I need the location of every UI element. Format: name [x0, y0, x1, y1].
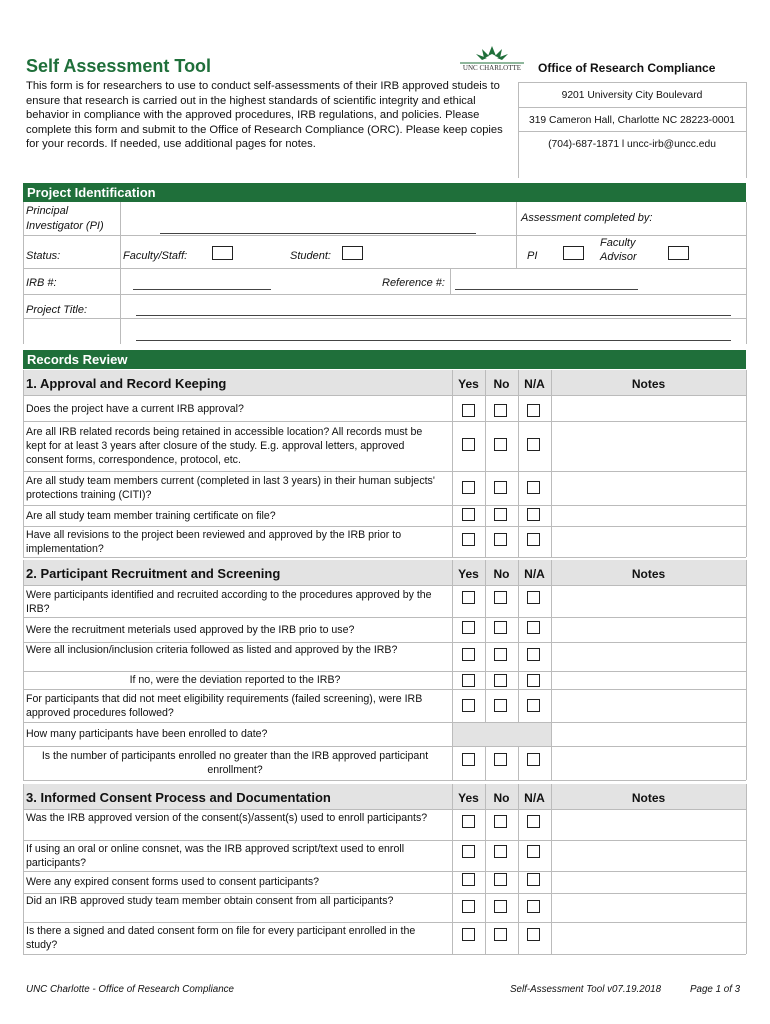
section-2-yes-checkbox[interactable]	[462, 591, 475, 604]
section-2-question: If no, were the deviation reported to the IRB?	[129, 674, 341, 686]
student-checkbox[interactable]	[342, 246, 363, 260]
notes-cell[interactable]	[552, 811, 745, 839]
section-2-yes-checkbox[interactable]	[462, 753, 475, 766]
section-1-yes-checkbox[interactable]	[462, 533, 475, 546]
section-3-question: Did an IRB approved study team member obtain consent from all participants?	[26, 895, 394, 907]
column-divider	[485, 560, 486, 780]
section-3-yes-checkbox[interactable]	[462, 845, 475, 858]
column-divider	[518, 560, 519, 780]
notes-cell[interactable]	[552, 690, 745, 721]
column-divider	[746, 784, 747, 954]
section-3-no-checkbox[interactable]	[494, 873, 507, 886]
records-review-header: Records Review	[23, 350, 746, 369]
col-yes-header: Yes	[458, 377, 479, 391]
section-3-yes-checkbox[interactable]	[462, 928, 475, 941]
col-yes-header: Yes	[458, 791, 479, 805]
section-3-no-checkbox[interactable]	[494, 815, 507, 828]
section-2-question: How many participants have been enrolled to date?	[26, 728, 268, 740]
completed-by-pi-checkbox[interactable]	[563, 246, 584, 260]
footer-page-number: Page 1 of 3	[690, 984, 741, 995]
row-divider	[23, 809, 746, 810]
faculty-staff-checkbox[interactable]	[212, 246, 233, 260]
col-yes-header: Yes	[458, 567, 479, 581]
notes-cell[interactable]	[552, 587, 745, 616]
section-2-yes-checkbox[interactable]	[462, 621, 475, 634]
section-2-question: Were participants identified and recruited according to the procedures approved by the IRB?	[26, 588, 432, 615]
completed-by-pi-label: PI	[527, 250, 538, 262]
project-identification-header: Project Identification	[23, 183, 746, 202]
section-3-no-checkbox[interactable]	[494, 845, 507, 858]
notes-cell[interactable]	[552, 894, 745, 921]
section-3-na-checkbox[interactable]	[527, 928, 540, 941]
column-divider	[452, 560, 453, 780]
section-1-na-checkbox[interactable]	[527, 508, 540, 521]
student-label: Student:	[290, 250, 331, 262]
reference-number-label: Reference #:	[382, 277, 445, 289]
col-notes-header: Notes	[631, 567, 666, 581]
section-2-yes-checkbox[interactable]	[462, 648, 475, 661]
section-1-na-checkbox[interactable]	[527, 404, 540, 417]
section-2-no-checkbox[interactable]	[494, 648, 507, 661]
section-3-na-checkbox[interactable]	[527, 815, 540, 828]
notes-cell[interactable]	[552, 747, 745, 779]
faculty-advisor-label: Faculty Advisor	[600, 237, 637, 263]
section-2-no-checkbox[interactable]	[494, 699, 507, 712]
section-3-question: Was the IRB approved version of the consent(s)/assent(s) used to enroll participants?	[26, 812, 428, 824]
section-1-na-checkbox[interactable]	[527, 481, 540, 494]
footer-version: Self-Assessment Tool v07.19.2018	[510, 984, 662, 995]
footer-office: UNC Charlotte - Office of Research Compliance	[26, 984, 234, 995]
section-1-title: 1. Approval and Record Keeping	[26, 376, 227, 391]
notes-cell[interactable]	[552, 841, 745, 870]
faculty-advisor-checkbox[interactable]	[668, 246, 689, 260]
section-1-na-checkbox[interactable]	[527, 438, 540, 451]
status-label: Status:	[26, 250, 61, 262]
section-3-na-checkbox[interactable]	[527, 900, 540, 913]
section-2-question: Were the recruitment meterials used approved by the IRB prio to use?	[26, 623, 355, 636]
col-notes-header: Notes	[631, 791, 666, 805]
irb-number-label: IRB #:	[26, 277, 57, 289]
notes-cell[interactable]	[552, 422, 745, 470]
pi-label: Principal Investigator (PI)	[26, 205, 104, 232]
section-1-question: Are all IRB related records being retained in accessible location? All records must be kept for at least 3 years after closure of the study. E.g. approval letters, approved consent forms, correspondence, protocol, etc.	[26, 426, 423, 466]
section-2-na-checkbox[interactable]	[527, 753, 540, 766]
notes-cell[interactable]	[552, 672, 745, 688]
unc-charlotte-logo	[458, 44, 526, 74]
section-3-yes-checkbox[interactable]	[462, 900, 475, 913]
section-2-na-checkbox[interactable]	[527, 674, 540, 687]
pi-name-field[interactable]	[160, 233, 476, 234]
logo-wordmark: UNC CHARLOTTE	[462, 64, 522, 72]
notes-cell[interactable]	[552, 923, 745, 953]
row-divider	[23, 585, 746, 586]
notes-cell[interactable]	[552, 618, 745, 641]
section-1-no-checkbox[interactable]	[494, 438, 507, 451]
section-2-question: For participants that did not meet eligibility requirements (failed screening), were IRB approved procedures followed?	[26, 692, 423, 719]
section-1-question: Have all revisions to the project been reviewed and approved by the IRB prior to implementation?	[26, 528, 402, 555]
notes-cell[interactable]	[552, 472, 745, 504]
notes-cell[interactable]	[552, 643, 745, 670]
col-no-header: No	[493, 377, 510, 391]
col-na-header: N/A	[524, 377, 545, 391]
section-1-no-checkbox[interactable]	[494, 404, 507, 417]
section-3-question: Is there a signed and dated consent form on file for every participant enrolled in the study?	[26, 925, 416, 951]
notes-cell[interactable]	[552, 872, 745, 892]
section-2-yes-checkbox[interactable]	[462, 699, 475, 712]
intro-text: This form is for researchers to use to conduct self-assessments of their IRB approved studeis to ensure that research is carried out in the highest standards of scientific integrity and ethical behavior in compliance with the approved procedures, IRB regulations, and policies. Please complete this form and submit to the Office of Research Compliance (ORC). Please keep copies for your records. If needed, use additional pages for notes.	[26, 80, 503, 150]
section-2-na-checkbox[interactable]	[527, 621, 540, 634]
irb-number-field[interactable]	[133, 289, 271, 290]
section-3-yes-checkbox[interactable]	[462, 873, 475, 886]
section-2-question: Were all inclusion/inclusion criteria followed as listed and approved by the IRB?	[26, 644, 398, 656]
office-name: Office of Research Compliance	[538, 61, 716, 75]
section-1-na-checkbox[interactable]	[527, 533, 540, 546]
column-divider	[746, 560, 747, 780]
row-divider	[23, 780, 746, 781]
section-1-yes-checkbox[interactable]	[462, 508, 475, 521]
section-3-na-checkbox[interactable]	[527, 845, 540, 858]
notes-cell[interactable]	[552, 723, 745, 745]
section-1-yes-checkbox[interactable]	[462, 404, 475, 417]
section-1-question: Are all study team member training certificate on file?	[26, 509, 276, 522]
section-2-no-checkbox[interactable]	[494, 753, 507, 766]
section-1-yes-checkbox[interactable]	[462, 438, 475, 451]
column-divider	[485, 370, 486, 557]
col-na-header: N/A	[524, 567, 545, 581]
section-1-no-checkbox[interactable]	[494, 508, 507, 521]
notes-cell[interactable]	[552, 506, 745, 525]
section-2-yes-checkbox[interactable]	[462, 674, 475, 687]
section-2-no-checkbox[interactable]	[494, 674, 507, 687]
column-divider	[518, 370, 519, 557]
section-3-yes-checkbox[interactable]	[462, 815, 475, 828]
column-divider	[23, 370, 24, 557]
section-2-question: Is the number of participants enrolled no greater than the IRB approved participant enrollment?	[41, 750, 429, 776]
project-title-field-line2[interactable]	[136, 340, 731, 341]
section-3-question: Were any expired consent forms used to consent participants?	[26, 876, 320, 888]
section-2-na-checkbox[interactable]	[527, 699, 540, 712]
column-divider	[23, 560, 24, 780]
project-title-field-line1[interactable]	[136, 315, 731, 316]
reference-number-field[interactable]	[455, 289, 638, 290]
section-3-na-checkbox[interactable]	[527, 873, 540, 886]
section-2-no-checkbox[interactable]	[494, 621, 507, 634]
section-2-title: 2. Participant Recruitment and Screening	[26, 566, 281, 581]
form-title: Self Assessment Tool	[26, 56, 212, 76]
enrollment-count-cell[interactable]	[453, 723, 551, 746]
section-2-na-checkbox[interactable]	[527, 648, 540, 661]
section-1-question: Are all study team members current (completed in last 3 years) in their human subjects' protections training (CITI)?	[26, 475, 435, 501]
section-3-title: 3. Informed Consent Process and Documentation	[26, 790, 331, 805]
notes-cell[interactable]	[552, 397, 745, 420]
col-notes-header: Notes	[631, 377, 666, 391]
faculty-staff-label: Faculty/Staff:	[123, 250, 188, 262]
row-divider	[23, 954, 746, 955]
section-1-yes-checkbox[interactable]	[462, 481, 475, 494]
office-address-street: 9201 University City Boulevard	[561, 90, 703, 101]
column-divider	[452, 370, 453, 557]
section-3-question: If using an oral or online consnet, was the IRB approved script/text used to enroll participants?	[26, 842, 405, 869]
col-no-header: No	[493, 791, 510, 805]
section-1-no-checkbox[interactable]	[494, 533, 507, 546]
row-divider	[23, 395, 746, 396]
project-title-label: Project Title:	[26, 304, 88, 316]
section-2-na-checkbox[interactable]	[527, 591, 540, 604]
section-3-no-checkbox[interactable]	[494, 928, 507, 941]
column-divider	[746, 370, 747, 557]
section-1-question: Does the project have a current IRB approval?	[26, 402, 244, 415]
assessment-completed-by-label: Assessment completed by:	[521, 212, 653, 224]
col-na-header: N/A	[524, 791, 545, 805]
row-divider	[23, 557, 746, 558]
col-no-header: No	[493, 567, 510, 581]
notes-cell[interactable]	[552, 527, 745, 556]
section-2-no-checkbox[interactable]	[494, 591, 507, 604]
section-1-no-checkbox[interactable]	[494, 481, 507, 494]
section-3-no-checkbox[interactable]	[494, 900, 507, 913]
office-contact: (704)-687-1871 l uncc-irb@uncc.edu	[548, 139, 716, 150]
office-address-building: 319 Cameron Hall, Charlotte NC 28223-0001	[528, 115, 736, 126]
